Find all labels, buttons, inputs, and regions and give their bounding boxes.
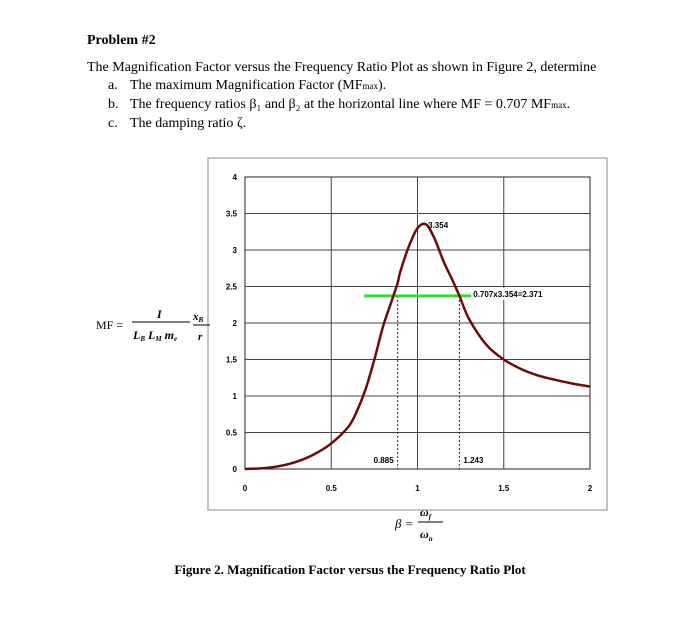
formula-lhs: MF = bbox=[96, 318, 124, 332]
formula-num-i: I bbox=[157, 307, 162, 321]
question-text: The damping ratio ζ. bbox=[130, 116, 247, 131]
formula-den: LB LM me bbox=[133, 328, 178, 343]
y-tick-label: 1.5 bbox=[225, 355, 237, 365]
beta-den: $\omega_n$ bbox=[420, 527, 433, 543]
formula-den-r: r bbox=[198, 331, 203, 343]
y-tick-label: 4 bbox=[232, 173, 237, 182]
y-tick-label: 3.5 bbox=[225, 209, 237, 219]
question-label: b. bbox=[108, 97, 119, 112]
x-tick-label: 1.5 bbox=[498, 484, 510, 493]
half-power-label: 0.707x3.354=2.371 bbox=[473, 289, 543, 299]
x-tick-labels bbox=[243, 484, 593, 493]
question-label: c. bbox=[108, 116, 118, 131]
question-text: The maximum Magnification Factor (MFmax). bbox=[130, 78, 387, 93]
problem-title: Problem #2 bbox=[87, 33, 156, 48]
beta-formula bbox=[394, 505, 443, 543]
x-tick-label: 0.5 bbox=[325, 484, 337, 493]
x-tick-label: 2 bbox=[587, 484, 593, 493]
question-label: a. bbox=[108, 78, 118, 93]
beta-label: 0.885 bbox=[373, 456, 394, 465]
x-tick-label: 0 bbox=[242, 484, 248, 493]
beta-num: $\omega_f$ bbox=[420, 505, 432, 521]
y-tick-labels bbox=[226, 173, 238, 474]
y-tick-label: 0 bbox=[232, 465, 237, 474]
figure-caption: Figure 2. Magnification Factor versus the Frequency Ratio Plot bbox=[174, 562, 526, 577]
beta-lhs: β = bbox=[395, 516, 414, 531]
peak-label: 3.354 bbox=[428, 221, 449, 231]
y-tick-label: 1 bbox=[232, 392, 237, 401]
question-text: The frequency ratios β₁ and β₂ at the horizontal line where MF = 0.707 MFmax. bbox=[130, 97, 571, 112]
problem-intro: The Magnification Factor versus the Frequency Ratio Plot as shown in Figure 2, determine bbox=[87, 60, 597, 75]
x-tick-label: 1 bbox=[415, 484, 420, 493]
y-tick-label: 2.5 bbox=[225, 282, 237, 292]
mf-formula bbox=[96, 307, 210, 343]
beta-label: 1.243 bbox=[463, 456, 484, 465]
y-tick-label: 3 bbox=[232, 246, 237, 255]
y-tick-label: 0.5 bbox=[225, 428, 237, 438]
formula-num-x: xB bbox=[193, 311, 204, 324]
y-tick-label: 2 bbox=[232, 319, 237, 328]
